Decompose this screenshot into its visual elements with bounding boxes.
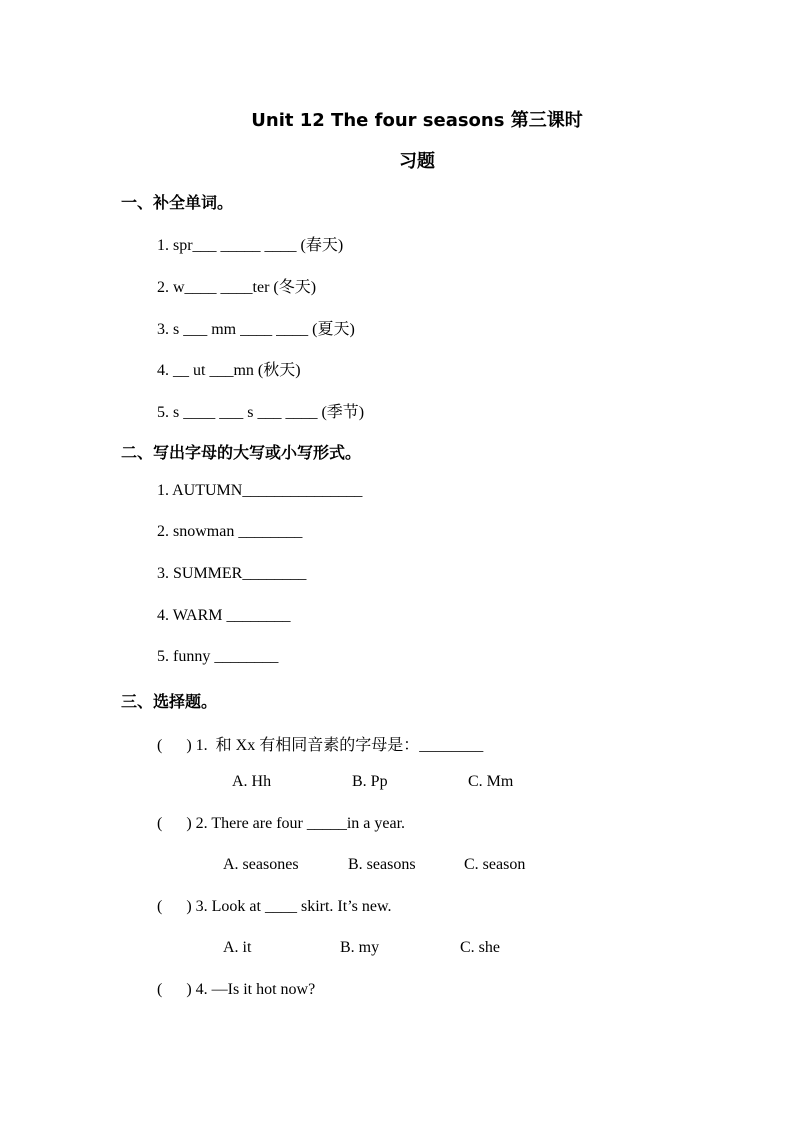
question-2-stem: ( ) 2. There are four _____in a year. bbox=[157, 815, 406, 832]
question-2-option-c: C. season bbox=[464, 856, 526, 873]
question-1-option-c: C. Mm bbox=[468, 773, 514, 790]
question-3-option-a: A. it bbox=[223, 939, 252, 956]
case-item-5: 5. funny ________ bbox=[157, 648, 279, 665]
case-item-4: 4. WARM ________ bbox=[157, 607, 291, 624]
section-3-heading: 三、选择题。 bbox=[121, 692, 218, 711]
section-1-heading: 一、补全单词。 bbox=[121, 193, 234, 212]
question-3-option-c: C. she bbox=[460, 939, 500, 956]
fill-word-item-4: 4. __ ut ___mn (秋天) bbox=[157, 362, 301, 379]
fill-word-item-2: 2. w____ ____ter (冬天) bbox=[157, 279, 317, 296]
fill-word-item-3: 3. s ___ mm ____ ____ (夏天) bbox=[157, 321, 355, 338]
case-item-2: 2. snowman ________ bbox=[157, 523, 303, 540]
question-1-option-a: A. Hh bbox=[232, 773, 272, 790]
fill-word-item-1: 1. spr___ _____ ____ (春天) bbox=[157, 237, 344, 254]
worksheet-title: Unit 12 The four seasons 第三课时 bbox=[251, 110, 583, 131]
question-1-stem: ( ) 1. 和 Xx 有相同音素的字母是：________ bbox=[157, 737, 484, 754]
case-item-1: 1. AUTUMN_______________ bbox=[157, 482, 363, 499]
question-3-option-b: B. my bbox=[340, 939, 380, 956]
question-2-option-a: A. seasones bbox=[223, 856, 299, 873]
question-1-option-b: B. Pp bbox=[352, 773, 388, 790]
question-3-stem: ( ) 3. Look at ____ skirt. It’s new. bbox=[157, 898, 392, 915]
fill-word-item-5: 5. s ____ ___ s ___ ____ (季节) bbox=[157, 404, 365, 421]
case-item-3: 3. SUMMER________ bbox=[157, 565, 307, 582]
question-4-stem: ( ) 4. —Is it hot now? bbox=[157, 981, 316, 998]
section-2-heading: 二、写出字母的大写或小写形式。 bbox=[121, 443, 362, 462]
question-2-option-b: B. seasons bbox=[348, 856, 416, 873]
worksheet-subtitle: 习题 bbox=[399, 151, 435, 172]
